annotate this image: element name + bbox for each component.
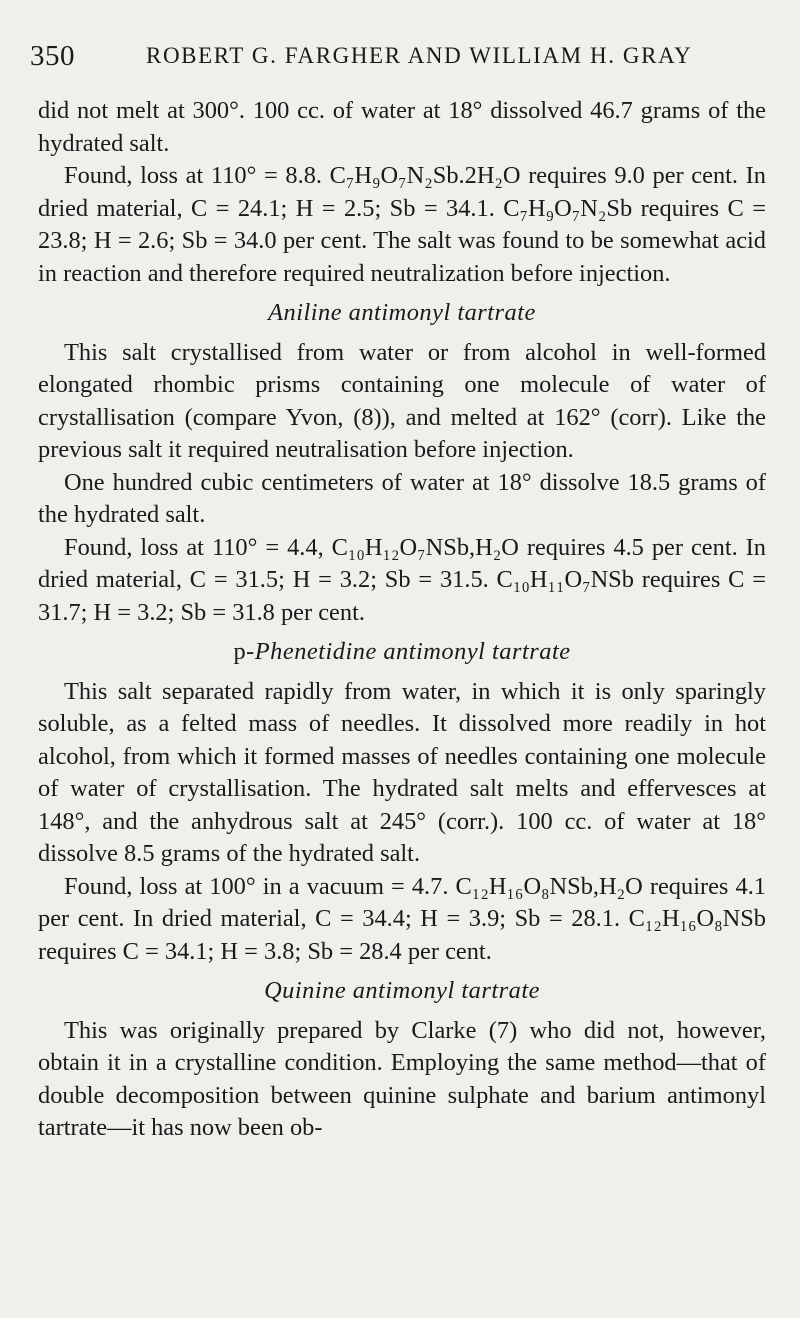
page-number: 350 — [30, 40, 75, 72]
article-body — [38, 95, 766, 1145]
section-heading-phenetidine — [38, 636, 766, 669]
section-heading-aniline: Aniline antimonyl tartrate — [268, 299, 536, 326]
paragraph-phenetidine-analysis: Found, loss at 100° in a vacuum = 4.7. C₁₂H₁₆O₈NSb,H₂O requires 4.1 per cent. In dried material, C = 34.4; H = 3.9; Sb = 28.1. C₁₂H₁₆O₈NSb requires C = 34.1; H = 3.8; Sb = 28.4 per cent. — [38, 872, 766, 965]
heading-title: Phenetidine antimonyl tartrate — [254, 638, 571, 665]
paragraph-phenetidine-description: This salt separated rapidly from water, in which it is only sparingly soluble, as a felted mass of needles. It dissolved more readily in hot alcohol, from which it formed masses of needles containing one molecule of water of crystallisation. The hydrated salt melts and effervesces at 148°, and the anhydrous salt at 245° (corr.). 100 cc. of water at 18° dissolve 8.5 grams of the hydrated salt. — [38, 677, 766, 867]
page-header — [30, 40, 770, 80]
paragraph-analysis: Found, loss at 110° = 8.8. C₇H₉O₇N₂Sb.2H₂O requires 9.0 per cent. In dried material, C = 24.1; H = 2.5; Sb = 34.1. C₇H₉O₇N₂Sb requires C = 23.8; H = 2.6; Sb = 34.0 per cent. The salt was found to be somewhat acid in reaction and therefore required neutralization before injection. — [38, 162, 766, 287]
paragraph-aniline-solubility: One hundred cubic centimeters of water at 18° dissolve 18.5 grams of the hydrated salt. — [38, 468, 766, 528]
paragraph-continuation: did not melt at 300°. 100 cc. of water at 18° dissolved 46.7 grams of the hydrated salt. — [38, 97, 766, 157]
paragraph-quinine-description: This was originally prepared by Clarke (7) who did not, however, obtain it in a crystalline condition. Employing the same method—that of double decomposition between quinine sulphate and barium antimonyl tartrate—it has now been ob- — [38, 1016, 766, 1141]
running-head: ROBERT G. FARGHER AND WILLIAM H. GRAY — [146, 43, 693, 68]
heading-prefix: p- — [233, 638, 255, 665]
paragraph-aniline-description: This salt crystallised from water or from alcohol in well-formed elongated rhombic prisms containing one molecule of water of crystallisation (compare Yvon, (8)), and melted at 162° (corr). Like the previous salt it required neutralisation before injection. — [38, 338, 766, 463]
section-heading-quinine: Quinine antimonyl tartrate — [264, 977, 540, 1004]
paragraph-aniline-analysis: Found, loss at 110° = 4.4, C₁₀H₁₂O₇NSb,H₂O requires 4.5 per cent. In dried material, C = 31.5; H = 3.2; Sb = 31.5. C₁₀H₁₁O₇NSb requires C = 31.7; H = 3.2; Sb = 31.8 per cent. — [38, 533, 766, 626]
